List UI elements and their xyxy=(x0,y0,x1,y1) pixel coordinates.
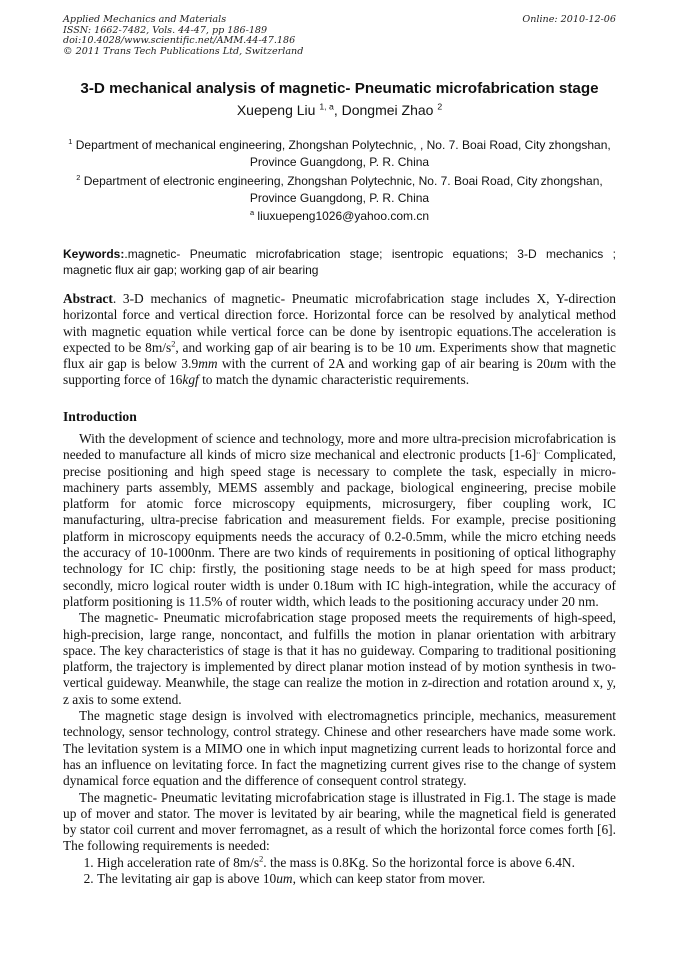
intro-p1-text-a: With the development of science and technology, more and more ultra-precision microfabrication is needed to manufacture all kinds of micro size mechanical and electronic products [1-6] xyxy=(63,431,616,463)
intro-paragraph-4: The magnetic- Pneumatic levitating microfabrication stage is illustrated in Fig.1. The stage is made up of mover and stator. The mover is levitated by air bearing, while the magnetical field is generated by stator coil current and mover ferromagnet, as a result of which the horizontal force comes forth [6]. The following requirements is needed: xyxy=(63,789,616,854)
abstract-text-2: , and working gap of air bearing is to be 10 xyxy=(175,339,416,355)
abstract-text-3: m. Experiments show that magnetic flux air gap is below 3.9 xyxy=(63,339,616,372)
requirement-item-2 xyxy=(97,871,616,887)
abstract-text-5: m with the supporting force of 16 xyxy=(63,356,617,388)
abstract-text-6: to match the dynamic characteristic requirements. xyxy=(198,372,470,388)
email-text: liuxuepeng1026@yahoo.com.cn xyxy=(254,209,430,223)
abstract-unit-u1: u xyxy=(415,339,422,355)
affiliation-1-text: Department of mechanical engineering, Zhongshan Polytechnic, , No. 7. Boai Road, City zhongshan, Province Guangdong, P. R. China xyxy=(72,138,611,169)
email-sup: a xyxy=(249,208,255,217)
affiliation-1 xyxy=(63,137,616,170)
abstract-unit-kgf: kgf xyxy=(182,372,199,388)
intro-paragraph-1 xyxy=(63,431,616,610)
copyright-line: © 2011 Trans Tech Publications Ltd, Switzerland xyxy=(63,45,304,57)
abstract-unit-mm: mm xyxy=(198,356,218,372)
requirements-list xyxy=(63,855,616,888)
req1-sup: 2 xyxy=(259,854,264,864)
abstract-text-4: with the current of 2A and working gap of air bearing is 20 xyxy=(217,356,551,372)
introduction-body xyxy=(63,431,616,887)
req2-unit-um: um xyxy=(276,871,293,887)
intro-p1-text-b: Complicated, precise positioning and high speed stage is necessary to complete the task, especially in micro-machinery parts assembly, MEMS assembly and package, biological engineering, precise mobile platform for atomic force microscopy equipments, microsurgery, fiber coupling work, IC manufacturing, ultra-precise fabrication and measurement fields. For example, precise positioning platform in microscopy equipments needs the accuracy of 0.2-0.5mm, while the micro etching needs the accuracy of 10-1000nm. There are two kinds of requirements in positioning of optical lithography technology for IC chip: firstly, the positioning stage needs to be at high speed for mass product; secondly, micro logical router width is under 0.18um with IC high-integration, while the accuracy of platform positioning is 11.5% of router width, which leads to the positioning accuracy under 20 nm. xyxy=(63,447,616,609)
abstract-unit-u2: u xyxy=(550,356,557,372)
author-line xyxy=(63,101,616,119)
author-separator: , xyxy=(333,102,342,118)
abstract-label: Abstract xyxy=(63,291,113,306)
req1-text-b: . the mass is 0.8Kg. So the horizontal force is above 6.4N. xyxy=(263,854,575,870)
keywords-label: Keywords: xyxy=(63,247,125,261)
intro-p1-sup: .. xyxy=(536,446,541,456)
author-1-sup: 1, a xyxy=(319,101,334,112)
author-1-name: Xuepeng Liu xyxy=(236,102,320,118)
author-2-sup: 2 xyxy=(437,101,443,112)
journal-name: Applied Mechanics and Materials xyxy=(63,14,227,25)
paper-title: 3-D mechanical analysis of magnetic- Pneumatic microfabrication stage xyxy=(80,80,599,97)
req1-text-a: High acceleration rate of 8m/s xyxy=(97,854,260,870)
keywords-text: .magnetic- Pneumatic microfabrication stage; isentropic equations; 3-D mechanics ; magnetic flux air gap; working gap of air bearing xyxy=(63,247,616,277)
req2-text-b: , which can keep stator from mover. xyxy=(292,871,486,887)
req2-text-a: The levitating air gap is above 10 xyxy=(97,871,277,887)
affiliation-2-sup: 2 xyxy=(76,173,81,182)
intro-paragraph-2: The magnetic- Pneumatic microfabrication stage proposed meets the requirements of high-speed, high-precision, large range, noncontact, and fulfills the motion in planar orientation with arbitrary space. The key characteristics of stage is that it has no guideway. Comparing to traditional positioning platform, the trajectory is implemented by direct planar motion instead of by motion synthesis in two-vertical guideway. Meanwhile, the stage can realize the motion in z-direction and rotation around x, y, z axis to some extend. xyxy=(63,610,616,707)
abstract-sup: 2 xyxy=(171,339,176,349)
affiliation-2-text: Department of electronic engineering, Zhongshan Polytechnic, No. 7. Boai Road, City zhongshan, Province Guangdong, P. R. China xyxy=(80,174,603,205)
abstract xyxy=(63,291,616,389)
requirement-item-1 xyxy=(97,855,616,871)
issn-line: ISSN: 1662-7482, Vols. 44-47, pp 186-189 xyxy=(63,24,268,36)
section-heading-introduction: Introduction xyxy=(63,409,137,424)
affiliation-1-sup: 1 xyxy=(68,137,73,146)
abstract-text-1: . 3-D mechanics of magnetic- Pneumatic microfabrication stage includes X, Y-direction horizontal force and vertical direction force. Horizontal force can be resolved by analytical method with magnetic equation while vertical force can be done by isentropic equations.The acceleration is expected to be 8m/s xyxy=(63,291,616,355)
doi-line: doi:10.4028/www.scientific.net/AMM.44-47.186 xyxy=(63,35,296,47)
online-date: Online: 2010-12-06 xyxy=(522,14,616,25)
journal-header xyxy=(63,15,616,57)
author-email xyxy=(63,208,616,225)
intro-paragraph-3: The magnetic stage design is involved with electromagnetics principle, mechanics, measurement technology, sensor technology, control strategy. Chinese and other researchers have made some work. The levitation system is a MIMO one in which input magnetizing current leads to horizontal force and has an influence on levitating force. In fact the magnetizing current gives rise to the change of system dynamical force equation and the difference of consequent control strategy. xyxy=(63,708,616,789)
author-2-name: Dongmei Zhao xyxy=(341,102,438,118)
keywords xyxy=(63,246,616,278)
affiliation-2 xyxy=(63,173,616,206)
